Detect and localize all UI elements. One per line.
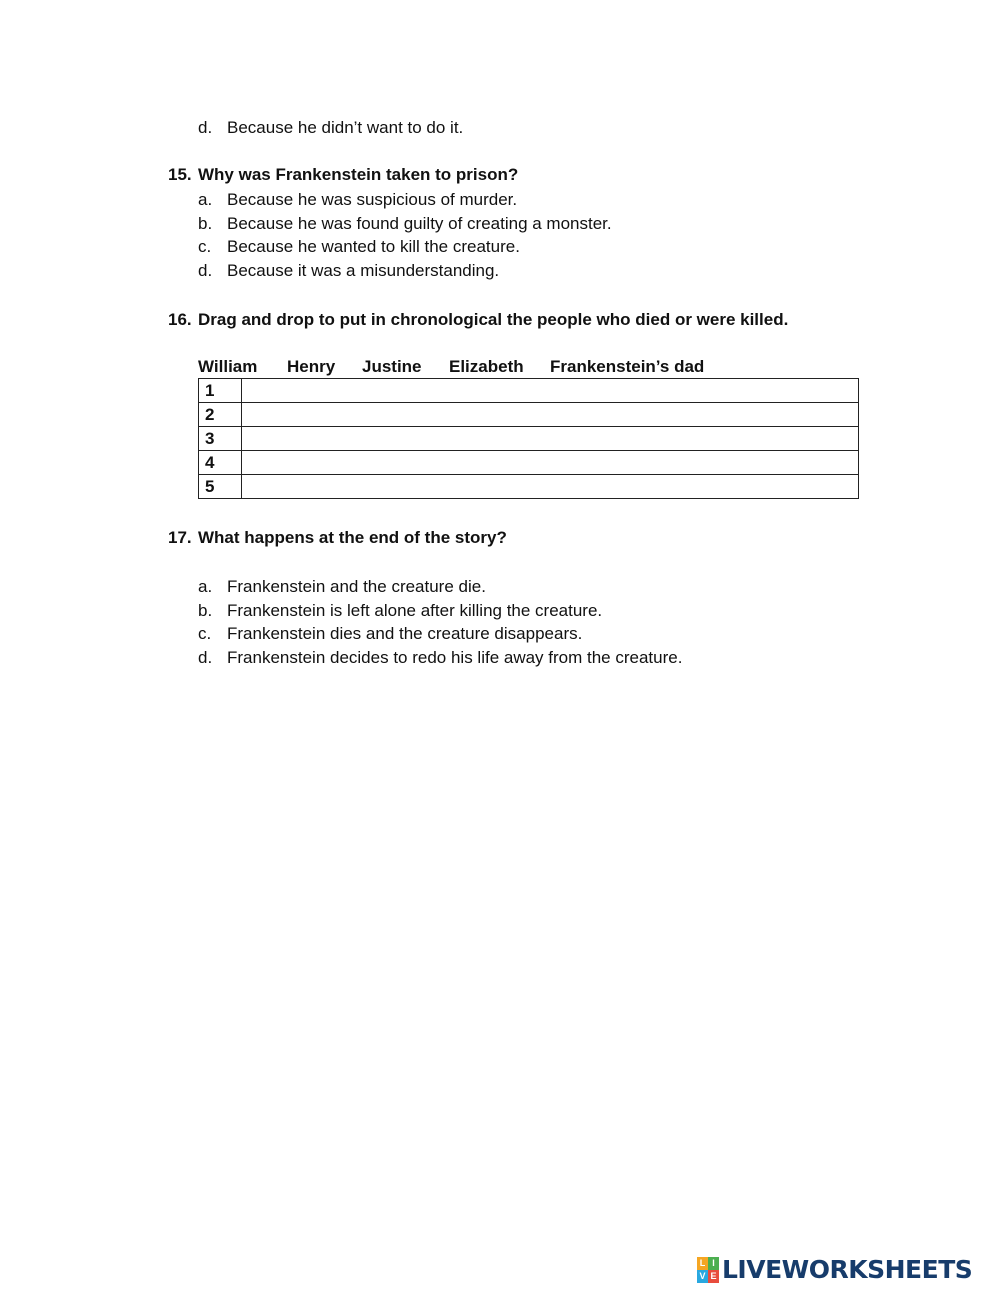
drop-slot-5[interactable] <box>241 475 858 499</box>
row-number: 1 <box>199 379 242 403</box>
option-text: Because it was a misunderstanding. <box>227 261 500 280</box>
drag-name-elizabeth[interactable]: Elizabeth <box>449 357 524 376</box>
option-letter: c. <box>198 624 212 643</box>
option-text: Because he was suspicious of murder. <box>227 190 518 209</box>
option-letter: c. <box>198 237 212 256</box>
question-text: Why was Frankenstein taken to prison? <box>198 165 519 184</box>
option-text: Because he wanted to kill the creature. <box>227 237 520 256</box>
drop-slot-3[interactable] <box>241 427 858 451</box>
logo-letter: E <box>708 1270 719 1283</box>
option-text: Frankenstein and the creature die. <box>227 577 486 596</box>
question-text: What happens at the end of the story? <box>198 528 507 547</box>
row-number: 2 <box>199 403 242 427</box>
option-text: Frankenstein dies and the creature disappears. <box>227 624 583 643</box>
option-text: Frankenstein decides to redo his life away from the creature. <box>227 648 683 667</box>
question-number: 17. <box>168 528 192 547</box>
logo-letter: I <box>708 1257 719 1270</box>
drag-name-frankensteins-dad[interactable]: Frankenstein’s dad <box>550 357 705 376</box>
drag-name-william[interactable]: William <box>198 357 258 376</box>
drop-slot-2[interactable] <box>241 403 858 427</box>
option-letter: b. <box>198 601 213 620</box>
brand-name: LIVEWORKSHEETS <box>722 1255 973 1284</box>
drag-name-henry[interactable]: Henry <box>287 357 336 376</box>
option-letter: a. <box>198 190 213 209</box>
chronology-table <box>198 378 859 499</box>
question-number: 16. <box>168 310 192 329</box>
table-row <box>199 403 859 427</box>
logo-letter: L <box>697 1257 708 1270</box>
logo-letter: V <box>697 1270 708 1283</box>
drop-slot-4[interactable] <box>241 451 858 475</box>
option-letter: a. <box>198 577 213 596</box>
draggable-names <box>0 356 1000 378</box>
option-text: Because he didn’t want to do it. <box>227 118 464 137</box>
option-letter: d. <box>198 261 213 280</box>
question-number: 15. <box>168 165 192 184</box>
liveworksheets-brand <box>697 1256 972 1284</box>
liveworksheets-logo-icon <box>697 1257 719 1283</box>
option-letter: d. <box>198 118 213 137</box>
table-row <box>199 451 859 475</box>
row-number: 3 <box>199 427 242 451</box>
table-row <box>199 475 859 499</box>
question-text: Drag and drop to put in chronological the people who died or were killed. <box>198 310 789 329</box>
option-text: Because he was found guilty of creating a monster. <box>227 214 612 233</box>
option-letter: b. <box>198 214 213 233</box>
row-number: 4 <box>199 451 242 475</box>
drop-slot-1[interactable] <box>241 379 858 403</box>
table-row <box>199 379 859 403</box>
option-text: Frankenstein is left alone after killing the creature. <box>227 601 603 620</box>
table-row <box>199 427 859 451</box>
row-number: 5 <box>199 475 242 499</box>
option-letter: d. <box>198 648 213 667</box>
drag-name-justine[interactable]: Justine <box>362 357 422 376</box>
